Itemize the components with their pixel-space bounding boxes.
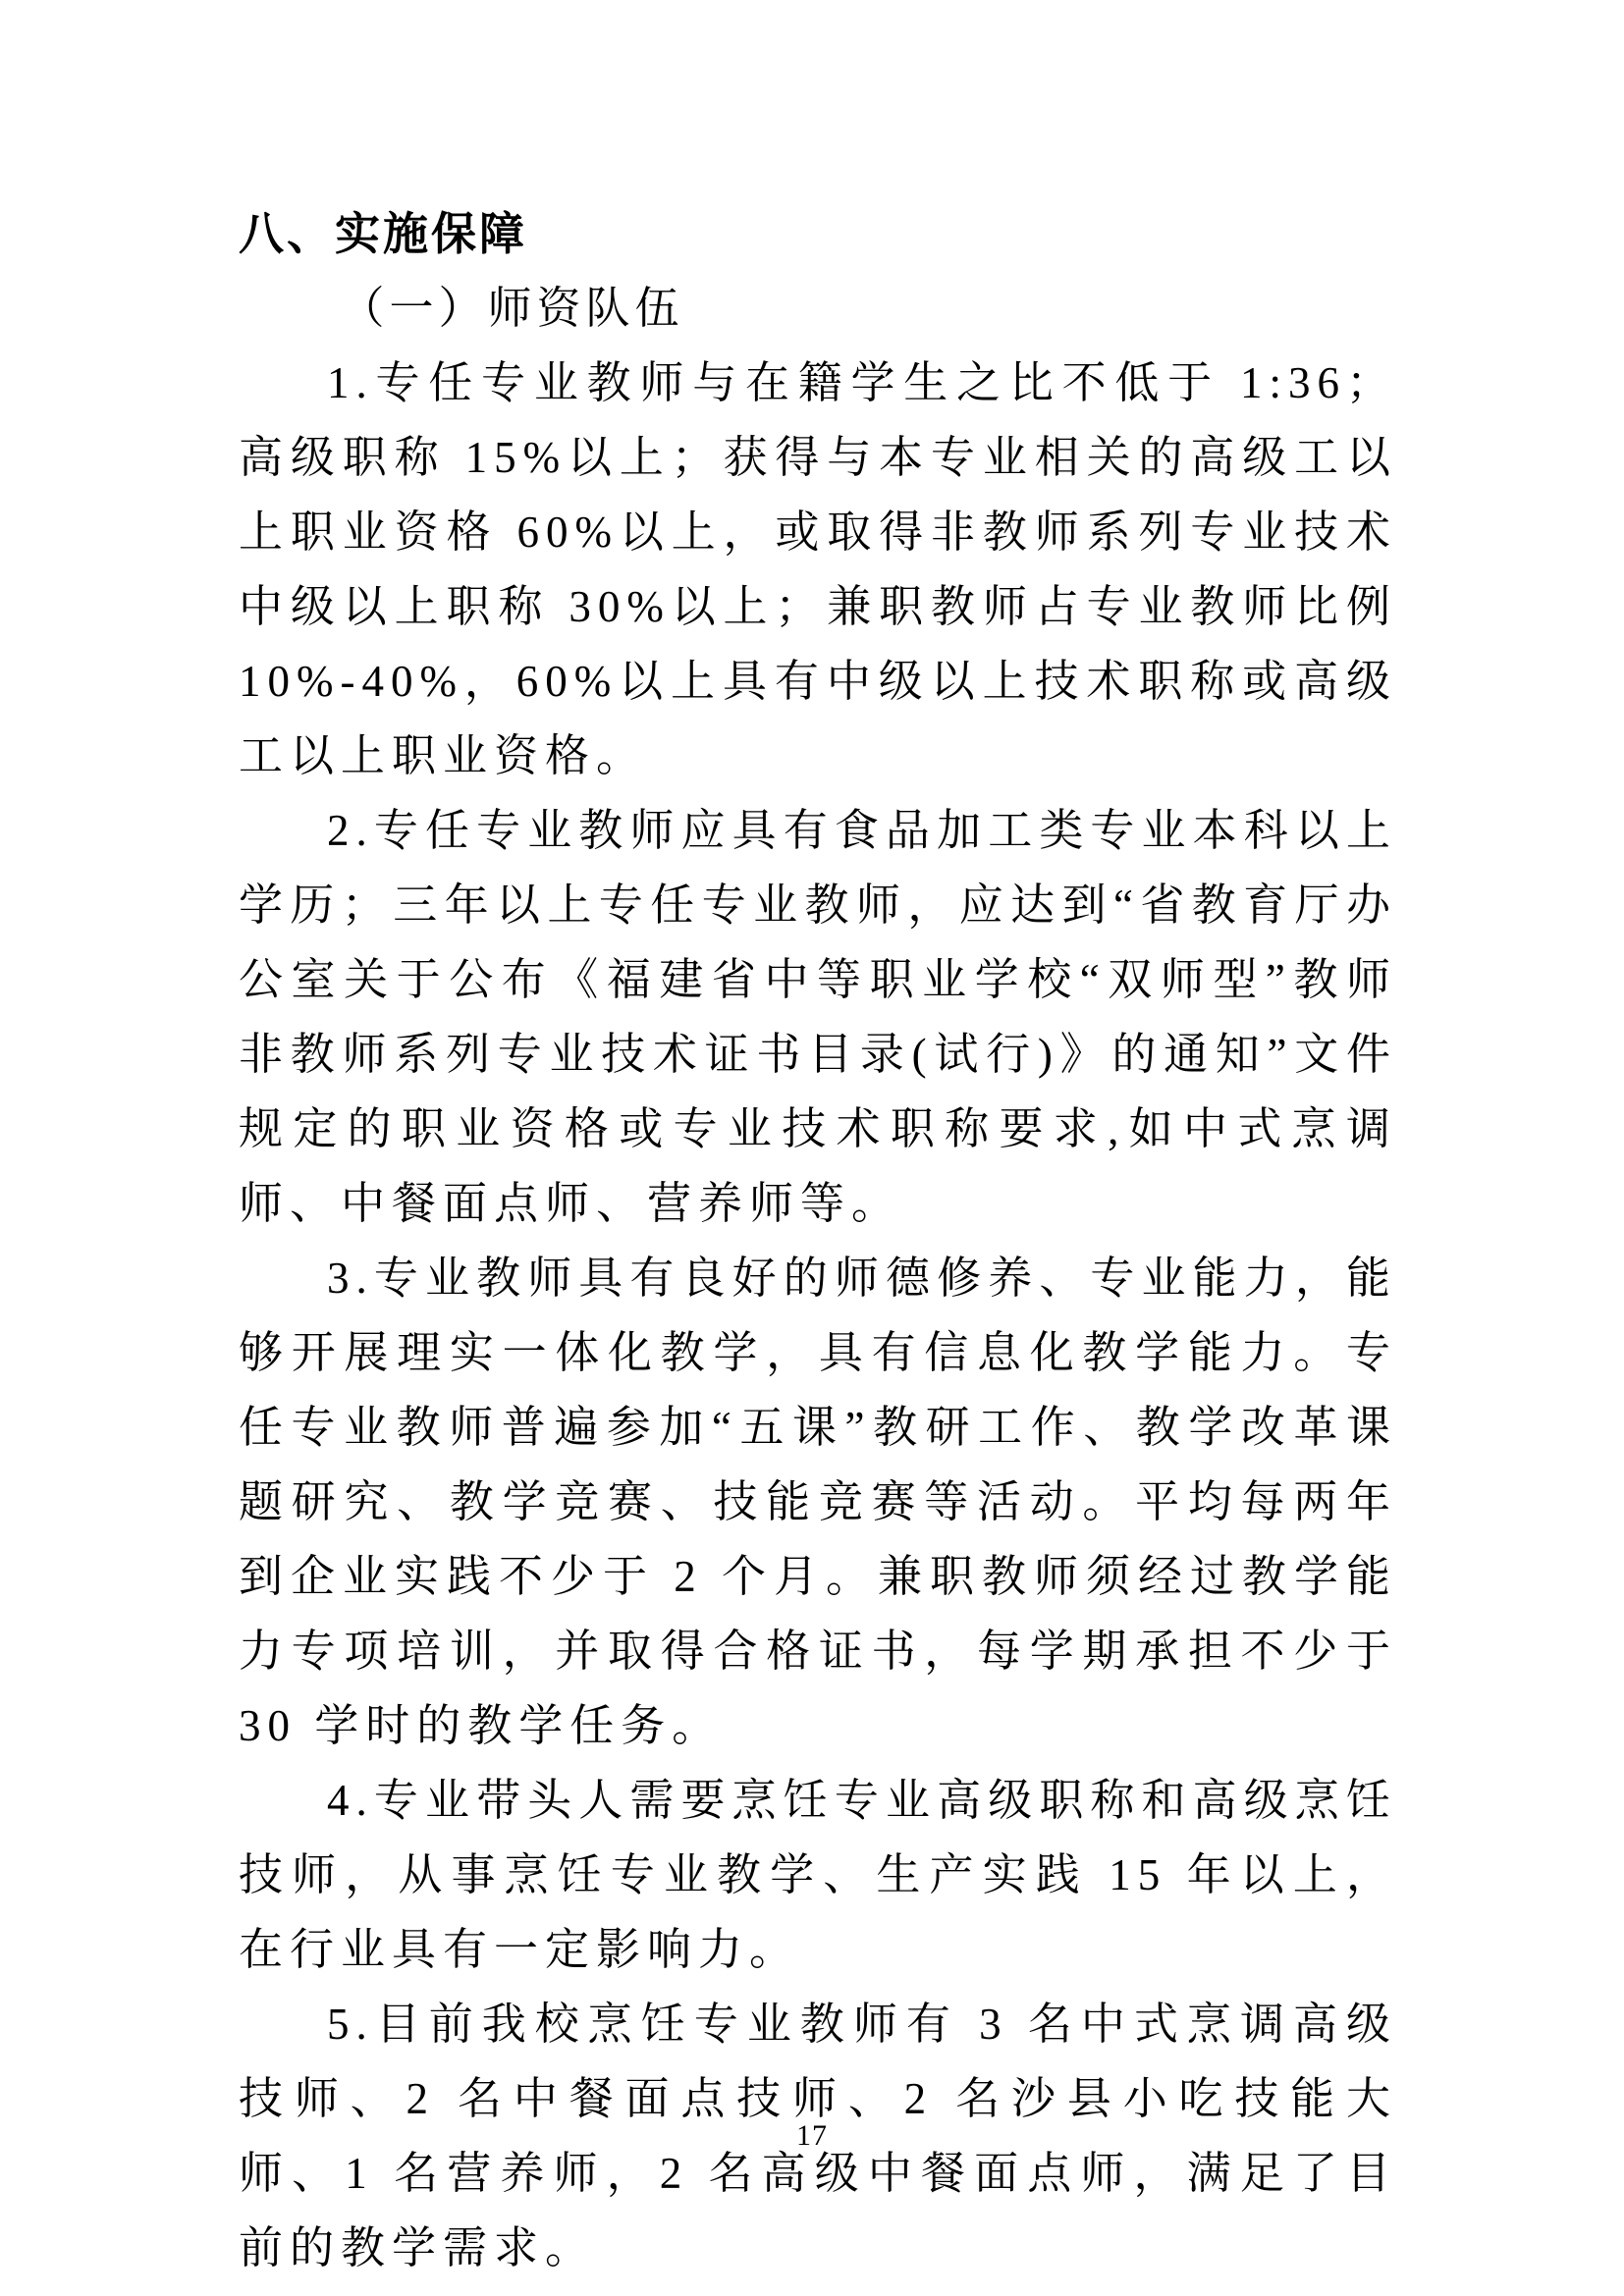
paragraph-2: 2.专任专业教师应具有食品加工类专业本科以上学历；三年以上专任专业教师，应达到“省教育厅办公室关于公布《福建省中等职业学校“双师型”教师非教师系列专业技术证书目录(试行)》的通知”文件规定的职业资格或专业技术职称要求,如中式烹调师、中餐面点师、营养师等。 xyxy=(239,806,1397,1228)
page-content xyxy=(239,196,1397,2285)
paragraph-1: 1.专任专业教师与在籍学生之比不低于 1:36；高级职称 15%以上；获得与本专业相关的高级工以上职业资格 60%以上，或取得非教师系列专业技术中级以上职称 30%以上；兼职教师占专业教师比例 10%-40%，60%以上具有中级以上技术职称或高级工以上职业资格。 xyxy=(239,358,1397,780)
section-heading: 八、实施保障 xyxy=(239,208,527,259)
paragraph-4: 4.专业带头人需要烹饪专业高级职称和高级烹饪技师，从事烹饪专业教学、生产实践 15 年以上，在行业具有一定影响力。 xyxy=(239,1776,1397,1974)
subsection-heading: （一）师资队伍 xyxy=(340,284,684,333)
paragraph-3: 3.专业教师具有良好的师德修养、专业能力，能够开展理实一体化教学，具有信息化教学能力。专任专业教师普遍参加“五课”教研工作、教学改革课题研究、教学竞赛、技能竞赛等活动。平均每两年到企业实践不少于 2 个月。兼职教师须经过教学能力专项培训，并取得合格证书，每学期承担不少于 30 学时的教学任务。 xyxy=(239,1254,1397,1750)
paragraph-5: 5.目前我校烹饪专业教师有 3 名中式烹调高级技师、2 名中餐面点技师、2 名沙县小吃技能大师、1 名营养师，2 名高级中餐面点师，满足了目前的教学需求。 xyxy=(239,2000,1397,2272)
page-number: 17 xyxy=(796,2119,828,2152)
